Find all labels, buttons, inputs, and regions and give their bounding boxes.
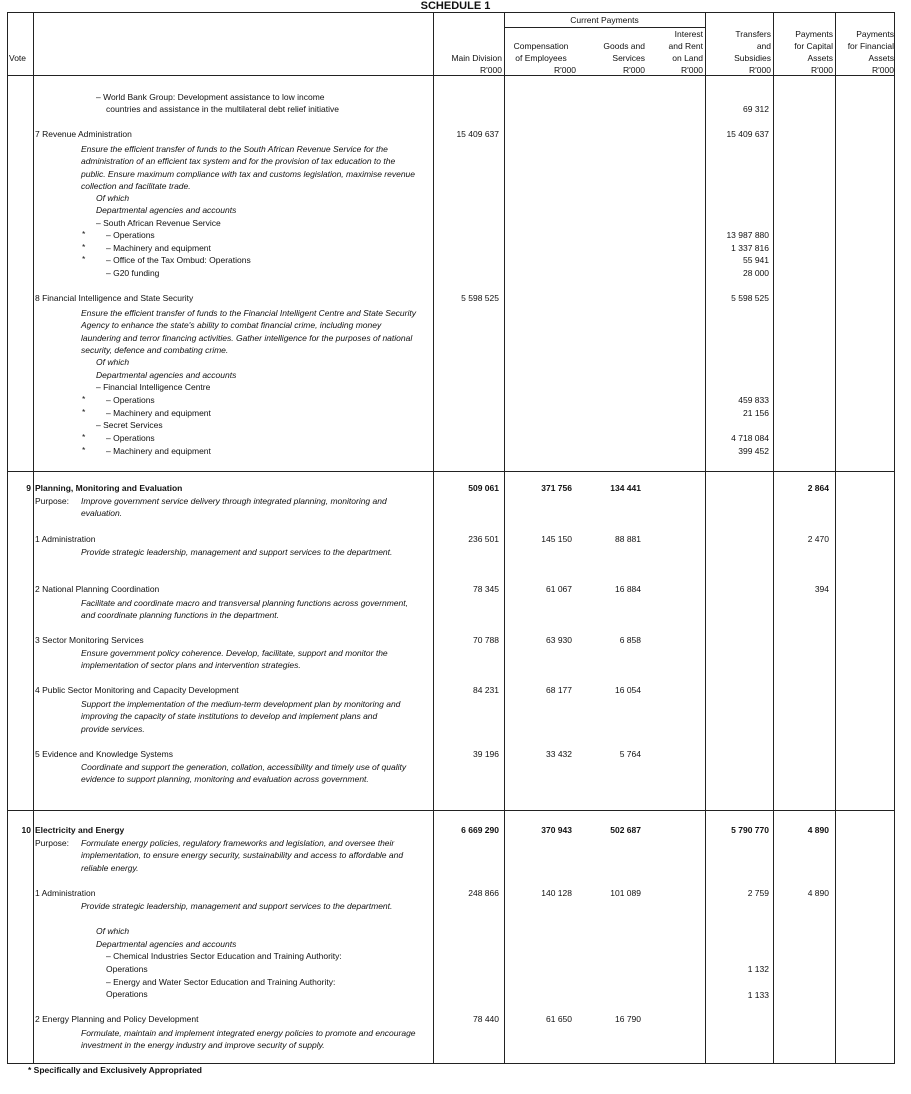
transfers-value: 1 132 — [747, 964, 769, 974]
capital-assets-value: 2 864 — [807, 483, 829, 493]
programme-description: Formulate, maintain and implement integrated energy policies to promote and encourage investment in the energy industry and improve security of supply. — [81, 1028, 416, 1051]
main-division-value: 84 231 — [473, 685, 499, 695]
line-item: Operations — [106, 989, 148, 999]
line-item: – Operations — [106, 395, 155, 405]
main-division-value: 5 598 525 — [461, 293, 499, 303]
transfers-value: 4 718 084 — [731, 433, 769, 443]
transfers-value: 1 337 816 — [731, 243, 769, 253]
compensation-value: 145 150 — [541, 534, 572, 544]
appropriation-star: * — [82, 254, 86, 264]
transfers-value: 1 133 — [747, 990, 769, 1000]
appropriation-star: * — [82, 242, 86, 252]
appropriation-star: * — [82, 229, 86, 239]
main-division-value: 70 788 — [473, 635, 499, 645]
header-main-division: Main Division R'000 — [451, 53, 502, 75]
line-item: – Energy and Water Sector Education and Training Authority: — [106, 977, 336, 987]
compensation-value: 61 650 — [546, 1014, 572, 1024]
column-divider — [773, 13, 774, 1063]
transfers-value: 459 833 — [738, 395, 769, 405]
header-current-payments: Current Payments — [570, 15, 639, 25]
capital-assets-value: 2 470 — [807, 534, 829, 544]
column-divider — [504, 13, 505, 1063]
main-division-value: 248 866 — [468, 888, 499, 898]
programme-heading: 1 Administration — [35, 888, 96, 898]
goods-services-value: 88 881 — [615, 534, 641, 544]
vote-purpose: Formulate energy policies, regulatory frameworks and legislation, and oversee their implementation, to ensure energy security, sustainability and access to affordable and reliable energy. — [81, 838, 404, 873]
vote-purpose: Improve government service delivery through integrated planning, monitoring and evaluation. — [81, 496, 387, 519]
agencies-label: Departmental agencies and accounts — [96, 939, 237, 949]
line-item: – Office of the Tax Ombud: Operations — [106, 255, 251, 265]
capital-assets-value: 4 890 — [807, 825, 829, 835]
column-divider — [835, 13, 836, 1063]
schedule-table — [7, 12, 895, 1064]
line-item: – Operations — [106, 230, 155, 240]
main-division-value: 39 196 — [473, 749, 499, 759]
vote-number: 10 — [21, 825, 31, 835]
capital-assets-value: 4 890 — [807, 888, 829, 898]
compensation-value: 140 128 — [541, 888, 572, 898]
world-bank-transfers: 69 312 — [743, 104, 769, 114]
column-divider — [705, 13, 706, 1063]
goods-services-value: 16 790 — [615, 1014, 641, 1024]
programme-description: Facilitate and coordinate macro and transversal planning functions across government, and coordinate planning functions in the department. — [81, 598, 408, 621]
goods-services-value: 16 054 — [615, 685, 641, 695]
header-goods-services: Goods and Services R'000 — [603, 41, 645, 75]
programme-description: Support the implementation of the medium-term development plan by monitoring and improving the capacity of state institutions to develop and implement plans and provide services. — [81, 699, 401, 734]
main-division-value: 236 501 — [468, 534, 499, 544]
main-division-value: 6 669 290 — [461, 825, 499, 835]
programme-description: Ensure the efficient transfer of funds to the Financial Intelligent Centre and State Security Agency to enhance the state's ability to combat financial crime, including money laundering and terror financing activities. Gather intelligence for the purposes of national security, defence and combating crime. — [81, 308, 416, 356]
programme-heading: 8 Financial Intelligence and State Security — [35, 293, 194, 303]
transfers-value: 5 790 770 — [731, 825, 769, 835]
line-item: Operations — [106, 964, 148, 974]
capital-assets-value: 394 — [814, 584, 829, 594]
transfers-value: 28 000 — [743, 268, 769, 278]
compensation-value: 33 432 — [546, 749, 572, 759]
main-division-value: 78 345 — [473, 584, 499, 594]
vote-name: Electricity and Energy — [35, 825, 125, 835]
programme-heading: 5 Evidence and Knowledge Systems — [35, 749, 173, 759]
goods-services-value: 101 089 — [610, 888, 641, 898]
agency-name: – Financial Intelligence Centre — [96, 382, 211, 392]
vote-number: 9 — [26, 483, 31, 493]
programme-heading: 3 Sector Monitoring Services — [35, 635, 144, 645]
goods-services-value: 134 441 — [610, 483, 641, 493]
programme-heading: 1 Administration — [35, 534, 96, 544]
of-which-label: Of which — [96, 357, 130, 367]
purpose-label: Purpose: — [35, 838, 70, 848]
agencies-label: Departmental agencies and accounts — [96, 205, 237, 215]
header-compensation: Compensation of Employees R'000 — [513, 41, 576, 75]
main-division-value: 15 409 637 — [456, 129, 499, 139]
transfers-value: 55 941 — [743, 255, 769, 265]
appropriation-star: * — [82, 432, 86, 442]
agency-name: – South African Revenue Service — [96, 218, 221, 228]
line-item: – Machinery and equipment — [106, 243, 211, 253]
header-interest-rent: Interest and Rent on Land R'000 — [668, 29, 703, 75]
programme-description: Ensure government policy coherence. Develop, facilitate, support and monitor the implementation of sector plans and intervention strategies. — [81, 648, 388, 671]
appropriation-star: * — [82, 445, 86, 455]
transfers-value: 2 759 — [747, 888, 769, 898]
programme-description: Coordinate and support the generation, collation, accessibility and timely use of quality evidence to support planning, monitoring and evaluation across government. — [81, 762, 407, 785]
compensation-value: 68 177 — [546, 685, 572, 695]
line-item: – Operations — [106, 433, 155, 443]
header-capital-assets: Payments for Capital Assets R'000 — [794, 29, 833, 75]
line-item: – Machinery and equipment — [106, 446, 211, 456]
programme-description: Provide strategic leadership, management and support services to the department. — [81, 901, 393, 911]
programme-heading: 2 National Planning Coordination — [35, 584, 160, 594]
column-divider — [33, 13, 34, 1063]
header-financial-assets: Payments for Financial Assets R'000 — [847, 29, 894, 75]
header-vote: Vote — [9, 53, 27, 63]
appropriation-star: * — [82, 407, 86, 417]
goods-services-value: 5 764 — [619, 749, 641, 759]
vote-separator — [8, 810, 894, 811]
header-transfers: Transfers and Subsidies R'000 — [734, 29, 771, 75]
programme-heading: 2 Energy Planning and Policy Development — [35, 1014, 199, 1024]
transfers-value: 21 156 — [743, 408, 769, 418]
transfers-value: 5 598 525 — [731, 293, 769, 303]
compensation-value: 371 756 — [541, 483, 572, 493]
vote-separator — [8, 471, 894, 472]
column-divider — [433, 13, 434, 1063]
goods-services-value: 502 687 — [610, 825, 641, 835]
main-division-value: 78 440 — [473, 1014, 499, 1024]
compensation-value: 63 930 — [546, 635, 572, 645]
footnote: * Specifically and Exclusively Appropriated — [28, 1065, 202, 1075]
of-which-label: Of which — [96, 926, 130, 936]
of-which-label: Of which — [96, 193, 130, 203]
compensation-value: 61 067 — [546, 584, 572, 594]
schedule-title: SCHEDULE 1 — [420, 0, 491, 12]
agencies-label: Departmental agencies and accounts — [96, 370, 237, 380]
world-bank-line: countries and assistance in the multilateral debt relief initiative — [106, 104, 339, 114]
line-item: – G20 funding — [106, 268, 160, 278]
header-rule — [8, 75, 894, 76]
appropriation-star: * — [82, 394, 86, 404]
main-division-value: 509 061 — [468, 483, 499, 493]
line-item: – Chemical Industries Sector Education and Training Authority: — [106, 951, 342, 961]
goods-services-value: 6 858 — [619, 635, 641, 645]
goods-services-value: 16 884 — [615, 584, 641, 594]
purpose-label: Purpose: — [35, 496, 70, 506]
agency-name: – Secret Services — [96, 420, 163, 430]
transfers-value: 399 452 — [738, 446, 769, 456]
programme-heading: 7 Revenue Administration — [35, 129, 132, 139]
transfers-value: 15 409 637 — [726, 129, 769, 139]
programme-heading: 4 Public Sector Monitoring and Capacity Development — [35, 685, 239, 695]
world-bank-line: – World Bank Group: Development assistance to low income — [96, 92, 325, 102]
line-item: – Machinery and equipment — [106, 408, 211, 418]
transfers-value: 13 987 880 — [726, 230, 769, 240]
vote-name: Planning, Monitoring and Evaluation — [35, 483, 183, 493]
programme-description: Provide strategic leadership, management and support services to the department. — [81, 547, 393, 557]
programme-description: Ensure the efficient transfer of funds to the South African Revenue Service for the administration of an efficient tax system and for the provision of tax education to the public. Ensure maximum compliance with tax and customs legislation, maximise revenue collection and facilitate trade. — [81, 144, 416, 192]
compensation-value: 370 943 — [541, 825, 572, 835]
